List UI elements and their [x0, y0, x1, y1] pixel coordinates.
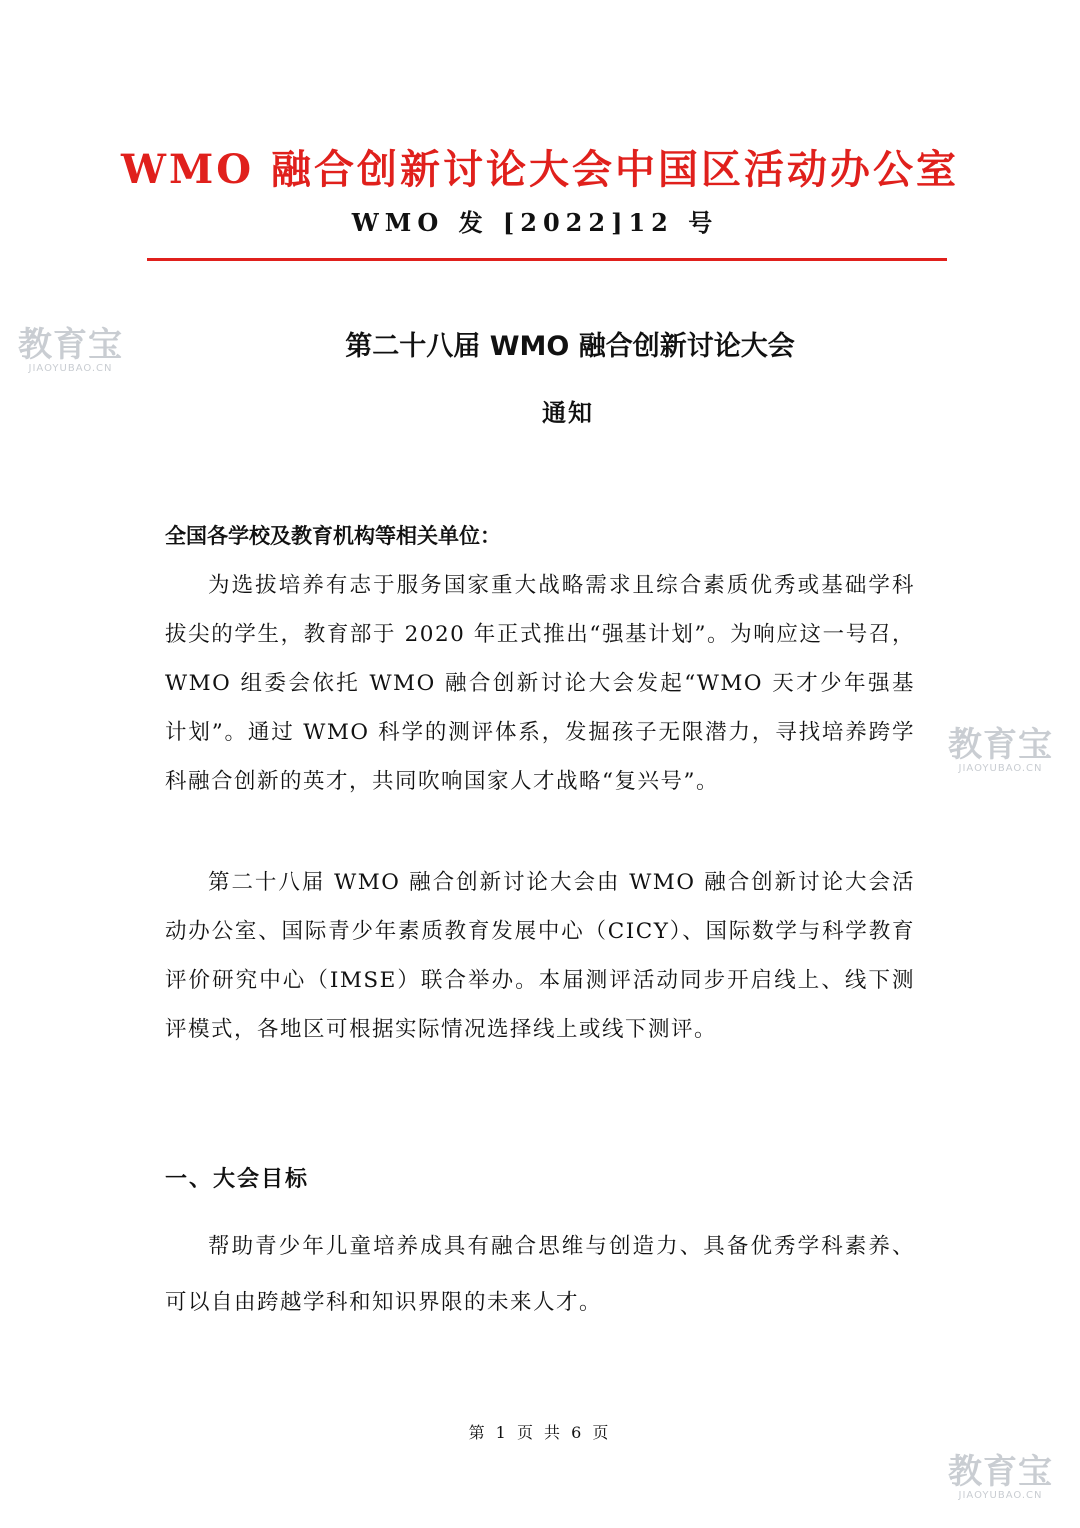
paragraph-goals: 帮助青少年儿童培养成具有融合思维与创造力、具备优秀学科素养、可以自由跨越学科和知识界限的未来人才。: [165, 1234, 915, 1315]
watermark-logo: [948, 725, 1053, 774]
event-title: 第二十八届 WMO 融合创新讨论大会: [345, 331, 795, 362]
watermark-url: JIAOYUBAO.CN: [958, 763, 1043, 774]
watermark-logo-text: 教育宝: [948, 725, 1053, 765]
watermark-url: JIAOYUBAO.CN: [958, 1490, 1043, 1501]
office-title: WMO 融合创新讨论大会中国区活动办公室: [121, 146, 959, 193]
paragraph-intro: 为选拔培养有志于服务国家重大战略需求且综合素质优秀或基础学科拔尖的学生，教育部于 2020 年正式推出“强基计划”。为响应这一号召，WMO 组委会依托 WMO 融合创新讨论大会发起“WMO 天才少年强基计划”。通过 WMO 科学的测评体系，发掘孩子无限潜力，寻找培养跨学科融合创新的英才，共同吹响国家人才战略“复兴号”。: [165, 573, 915, 794]
watermark-logo: [18, 325, 123, 374]
watermark-url: JIAOYUBAO.CN: [28, 363, 113, 374]
red-divider: [147, 258, 947, 261]
addressee: 全国各学校及教育机构等相关单位：: [165, 524, 501, 548]
section-heading-goals: 一、大会目标: [165, 1167, 310, 1192]
notice-title: 通知: [542, 399, 594, 427]
paragraph-organizers: 第二十八届 WMO 融合创新讨论大会由 WMO 融合创新讨论大会活动办公室、国际青少年素质教育发展中心（CICY）、国际数学与科学教育评价研究中心（IMSE）联合举办。本届测评活动同步开启线上、线下测评模式，各地区可根据实际情况选择线上或线下测评。: [165, 870, 915, 1042]
watermark-logo-text: 教育宝: [948, 1452, 1053, 1492]
document-number: WMO 发 [2022]12 号: [351, 208, 719, 237]
watermark-logo: [948, 1452, 1053, 1501]
watermark-logo-text: 教育宝: [18, 325, 123, 365]
page-footer: 第 1 页 共 6 页: [468, 1423, 612, 1442]
